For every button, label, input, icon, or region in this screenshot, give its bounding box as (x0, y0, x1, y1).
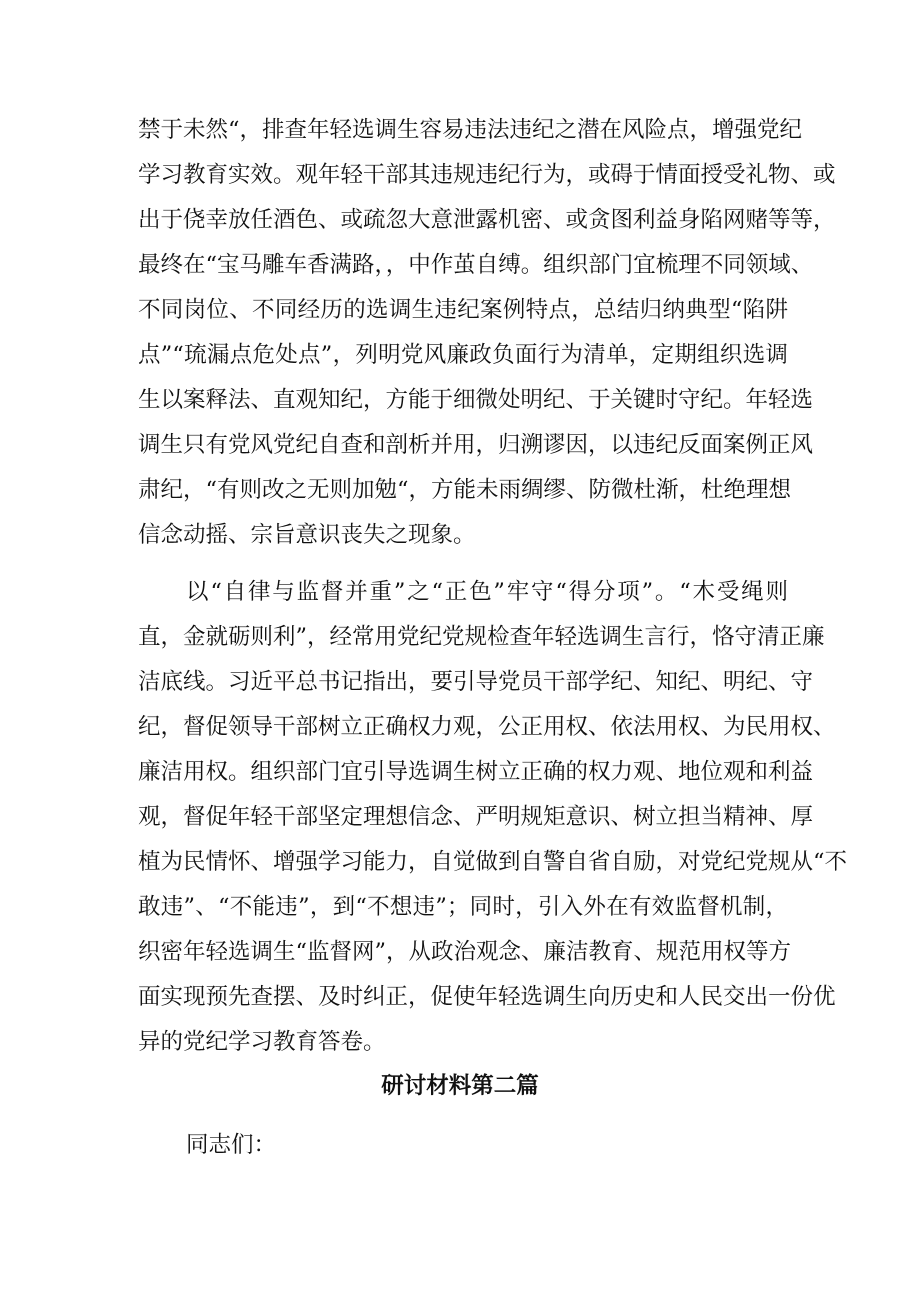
paragraph-line: 洁底线。习近平总书记指出，要引导党员干部学纪、知纪、明纪、守 (138, 669, 814, 695)
paragraph-line: 禁于未然“，排查年轻选调生容易违法违纪之潜在风险点，增强党纪 (138, 117, 803, 143)
paragraph-line: 以“自律与监督并重”之“正色”牢守“得分项”。“木受绳则 (186, 579, 788, 605)
paragraph-line: 观，督促年轻干部坚定理想信念、严明规矩意识、树立担当精神、厚 (138, 804, 814, 830)
paragraph-line: 不同岗位、不同经历的选调生违纪案例特点，总结归纳典型“陷阱 (138, 297, 788, 323)
paragraph-line: 织密年轻选调生“监督网”，从政治观念、廉洁教育、规范用权等方 (138, 939, 792, 965)
paragraph-line: 植为民情怀、增强学习能力，自觉做到自警自省自励，对党纪党规从“不 (138, 849, 848, 875)
paragraph-line: 肃纪，“有则改之无则加勉“，方能未雨绸缪、防微杜渐，杜绝理想 (138, 477, 792, 503)
paragraph-line: 直，金就砺则利”，经常用党纪党规检查年轻选调生言行，恪守清正廉 (138, 624, 825, 650)
paragraph-line: 纪，督促领导干部树立正确权力观，公正用权、依法用权、为民用权、 (138, 714, 836, 740)
salutation: 同志们： (186, 1132, 277, 1158)
paragraph-line: 敢违”、“不能违”，到“不想违”；同时，引入外在有效监督机制， (138, 894, 788, 920)
paragraph-line: 点”“琉漏点危处点”，列明党风廉政负面行为清单，定期组织选调 (138, 342, 788, 368)
paragraph-line: 调生只有党风党纪自查和剖析并用，归溯谬因，以违纪反面案例正风 (138, 432, 814, 458)
paragraph-line: 出于侥幸放任酒色、或疏忽大意泄露机密、或贪图利益身陷网赌等等， (138, 207, 836, 233)
paragraph-line: 最终在“宝马雕车香满路，，中作茧自缚。组织部门宜梳理不同领域、 (138, 252, 814, 278)
paragraph-line: 廉洁用权。组织部门宜引导选调生树立正确的权力观、地位观和利益 (138, 759, 814, 785)
paragraph-line: 面实现预先查摆、及时纠正，促使年轻选调生向历史和人民交出一份优 (138, 984, 836, 1010)
paragraph-line: 信念动摇、宗旨意识丧失之现象。 (138, 522, 476, 548)
section-heading: 研讨材料第二篇 (381, 1073, 539, 1099)
paragraph-line: 生以案释法、直观知纪，方能于细微处明纪、于关键时守纪。年轻选 (138, 387, 814, 413)
paragraph-line: 异的党纪学习教育答卷。 (138, 1029, 386, 1055)
paragraph-line: 学习教育实效。观年轻干部其违规违纪行为，或碍于情面授受礼物、或 (138, 162, 836, 188)
